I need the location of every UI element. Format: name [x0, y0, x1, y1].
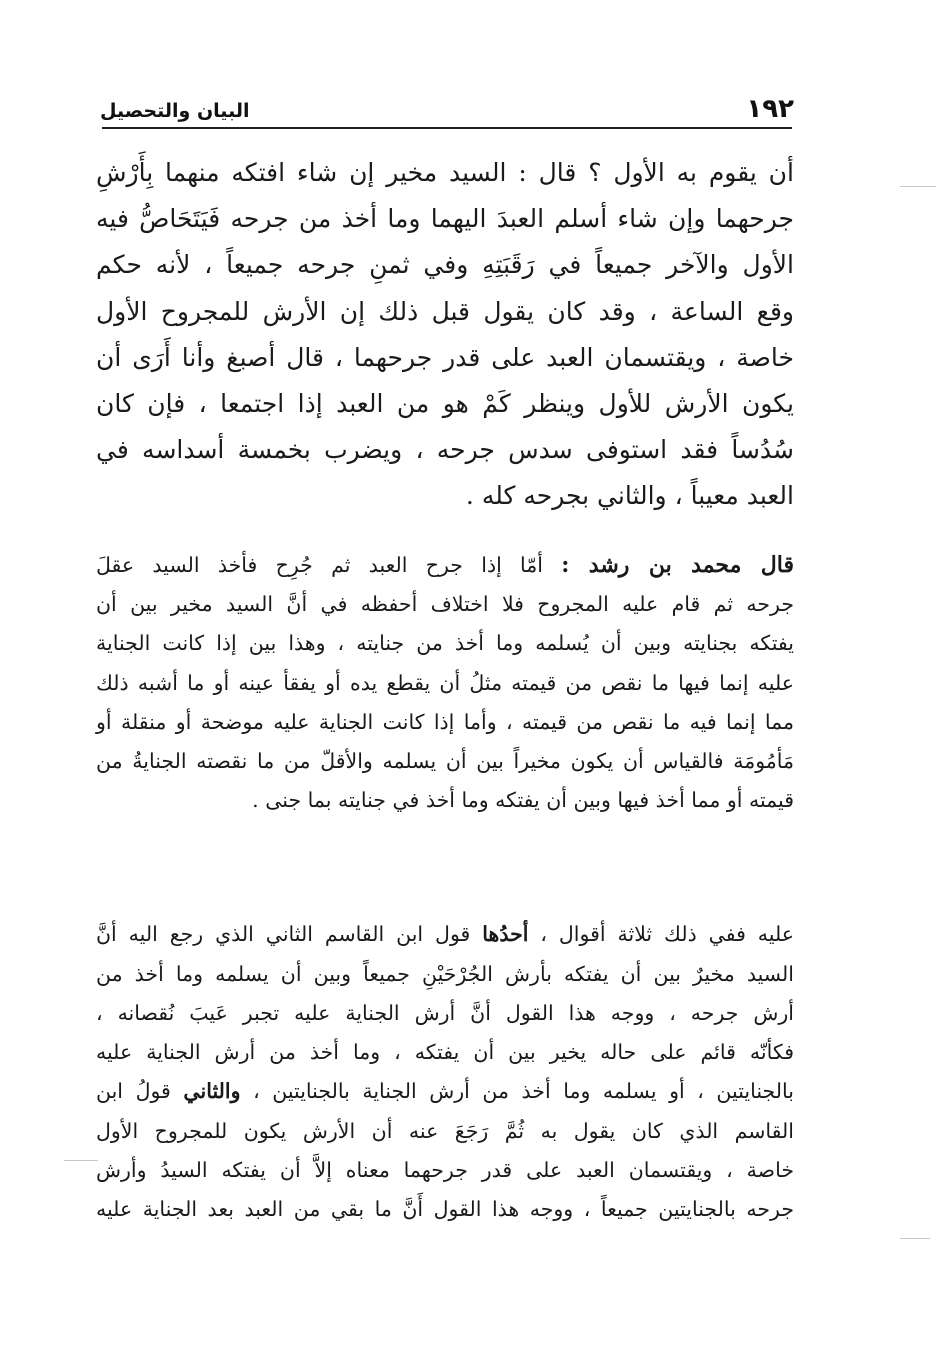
paragraph-2-line: جرحه ثم قام عليه المجروح فلا اختلاف أحفظه في أنَّ السيد مخير بين أن	[96, 592, 794, 617]
paragraph-3	[96, 876, 794, 1230]
paragraph-3-line: القاسم الذي كان يقول به ثُمَّ رَجَعَ عنه أن الأرش يكون للمجروح الأول	[96, 1118, 794, 1143]
first-opinion-label: أحدُها	[482, 922, 529, 947]
paragraph-3-line-2-start: عليه ففي ذلك ثلاثة أقوال ،	[540, 922, 794, 947]
paragraph-2	[96, 546, 794, 820]
margin-scan-mark	[900, 186, 936, 187]
paragraph-3-line: خاصة ، ويقتسمان العبد على قدر جرحهما معناه إلاَّ أن يفتكه السيدُ وأرش	[96, 1158, 794, 1183]
paragraph-1-line: جرحهما وإن شاء أسلم العبدَ اليهما وما أخذ من جرحه فَيَتَحَاصُّ فيه	[96, 204, 794, 234]
paragraph-2-line: قيمته أو مما أخذ فيها وبين أن يفتكه وما أخذ في جنايته بما جنى .	[252, 788, 794, 813]
paragraph-1-line: أن يقوم به الأول ؟ قال : السيد مخير إن شاء افتكه منهما بِأَرْشِ	[96, 158, 794, 187]
paragraph-1-line: سُدُساً فقد استوفى سدس جرحه ، ويضرب بخمسة أسداسه في	[96, 435, 794, 465]
paragraph-3-line: أرش جرحه ، ووجه هذا القول أنَّ أرش الجناية عليه تجبر عَيبَ نُقصانه ،	[96, 1000, 794, 1025]
paragraph-3-line: جرحه بالجنايتين جميعاً ، ووجه هذا القول أَنَّ ما بقي من العبد بعد الجناية عليه	[96, 1197, 794, 1222]
paragraph-2-line: مَأمُومَة فالقياس أن يكون مخيراً بين أن يسلمه والأقلّ من ما نقصته الجنايةُ من	[96, 749, 794, 774]
paragraph-1-line: الأول والآخر جميعاً في رَقَبَتِهِ وفي ثمنِ جرحه جميعاً ، لأنه حكم	[96, 250, 794, 280]
paragraph-3-line	[96, 915, 794, 954]
paragraph-3-line: فكأنّه قائم على حاله يخير بين أن يفتكه ، وما أخذ من أرش الجناية عليه	[96, 1040, 794, 1065]
paragraph-3-line	[96, 1072, 794, 1111]
paragraph-2-first-line	[96, 546, 794, 585]
running-head	[100, 88, 794, 124]
paragraph-2-first-line-text: أمّا إذا جرح العبد ثم جُرِح فأخذ السيد عقلَ	[96, 553, 543, 577]
commentary-lead: قال محمد بن رشد :	[561, 552, 794, 578]
paragraph-3-line	[96, 876, 794, 915]
paragraph-2-line: يفتكه بجنايته وبين أن يُسلمه وما أخذ من جنايته ، وهذا بين إذا كانت الجناية	[96, 631, 794, 656]
paragraph-1-line: خاصة ، ويقتسمان العبد على قدر جرحهما ، قال أصبغ وأنا أَرَى أن	[96, 342, 794, 372]
paragraph-1-line: وقع الساعة ، وقد كان يقول قبل ذلك إن الأرش للمجروح الأول	[96, 296, 794, 326]
running-title: البيان والتحصيل	[100, 100, 250, 122]
paragraph-3-line: السيد مخيرٌ بين أن يفتكه بأرش الجُرْحَيْنِ جميعاً وبين أن يسلمه وما أخذ من	[96, 961, 794, 986]
paragraph-1	[96, 150, 794, 520]
paragraph-2-line: مما إنما فيه ما نقص من قيمته ، وأما إذا كانت الجناية عليه موضحة أو منقلة أو	[96, 709, 794, 734]
paragraph-2-line: عليه إنما فيها ما نقص من قيمته مثلُ أن يقطع يده أو يفقأ عينه أو ما أشبه ذلك	[96, 670, 794, 695]
header-rule	[102, 127, 792, 129]
paragraph-3-line-6-end: قولُ ابن	[96, 1079, 171, 1104]
margin-scan-mark	[900, 1238, 930, 1239]
second-opinion-label: والثاني	[183, 1079, 241, 1104]
margin-scan-mark	[64, 1160, 98, 1161]
page-number: ١٩٢	[746, 94, 794, 124]
paragraph-3-line-6-start: بالجنايتين ، أو يسلمه وما أخذ من أرش الجناية بالجنايتين ،	[253, 1079, 794, 1104]
paragraph-1-line: يكون الأرش للأول وينظر كَمْ هو من العبد إذا اجتمعا ، فإن كان	[96, 389, 794, 419]
paragraph-1-line: العبد معيباً ، والثاني بجرحه كله .	[465, 481, 794, 511]
paragraph-3-line-2-end: قول ابن القاسم الثاني الذي رجع اليه أنَّ	[96, 922, 471, 947]
